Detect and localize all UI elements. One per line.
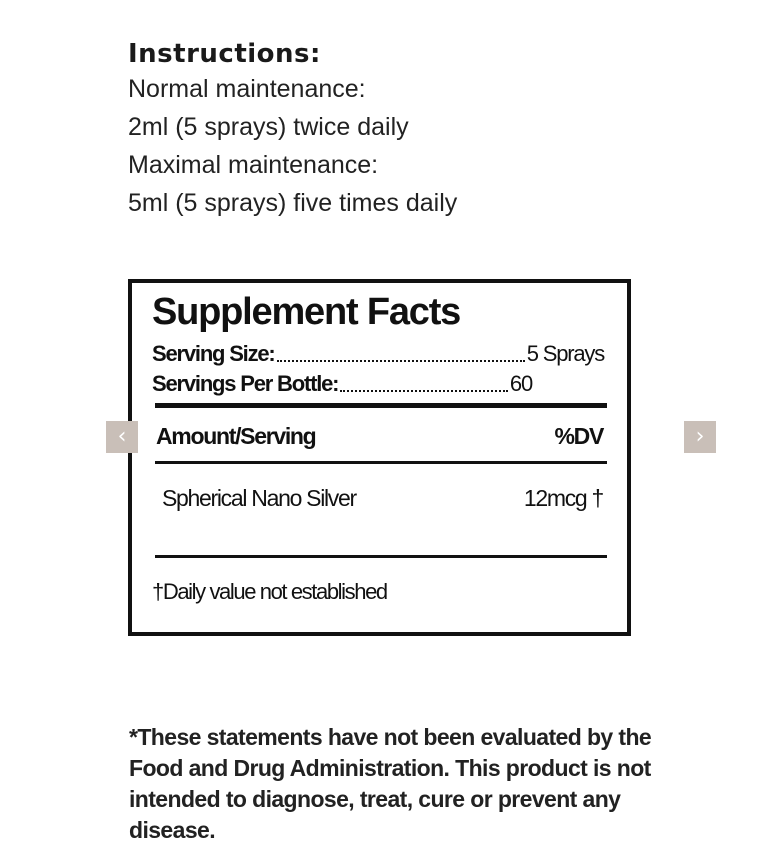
instructions-heading: Instructions: xyxy=(128,39,321,69)
serving-size-value: 5 Sprays xyxy=(526,341,604,366)
servings-per-bottle-row xyxy=(152,371,532,397)
instruction-line: 2ml (5 sprays) twice daily xyxy=(128,113,409,141)
divider xyxy=(155,461,607,464)
daily-value-footnote: †Daily value not established xyxy=(152,579,387,604)
serving-size-label: Serving Size: xyxy=(152,341,275,366)
servings-per-bottle-label: Servings Per Bottle: xyxy=(152,371,339,396)
supplement-facts-panel xyxy=(128,279,631,636)
dot-leader xyxy=(340,376,508,392)
divider-thick xyxy=(155,403,607,408)
servings-per-bottle-value: 60 xyxy=(509,371,532,396)
amount-per-serving-header: Amount/Serving xyxy=(156,423,316,449)
instructions-block xyxy=(128,38,648,222)
instruction-line: 5ml (5 sprays) five times daily xyxy=(128,189,458,217)
chevron-left-icon: ‹ xyxy=(117,424,127,449)
divider xyxy=(155,555,607,558)
instruction-line: Normal maintenance: xyxy=(128,75,366,103)
ingredient-name: Spherical Nano Silver xyxy=(162,485,356,511)
supplement-facts-title: Supplement Facts xyxy=(152,291,461,333)
daily-value-header: %DV xyxy=(554,423,603,449)
fda-disclaimer: *These statements have not been evaluated by the Food and Drug Administration. This product is not intended to diagnose, treat, cure or prevent any disease. xyxy=(129,724,652,843)
chevron-right-icon: › xyxy=(695,424,705,449)
next-image-button[interactable] xyxy=(684,421,716,453)
ingredient-amount: 12mcg † xyxy=(523,485,603,511)
serving-size-row xyxy=(152,341,604,367)
previous-image-button[interactable] xyxy=(106,421,138,453)
instruction-line: Maximal maintenance: xyxy=(128,151,379,179)
dot-leader xyxy=(277,346,525,362)
